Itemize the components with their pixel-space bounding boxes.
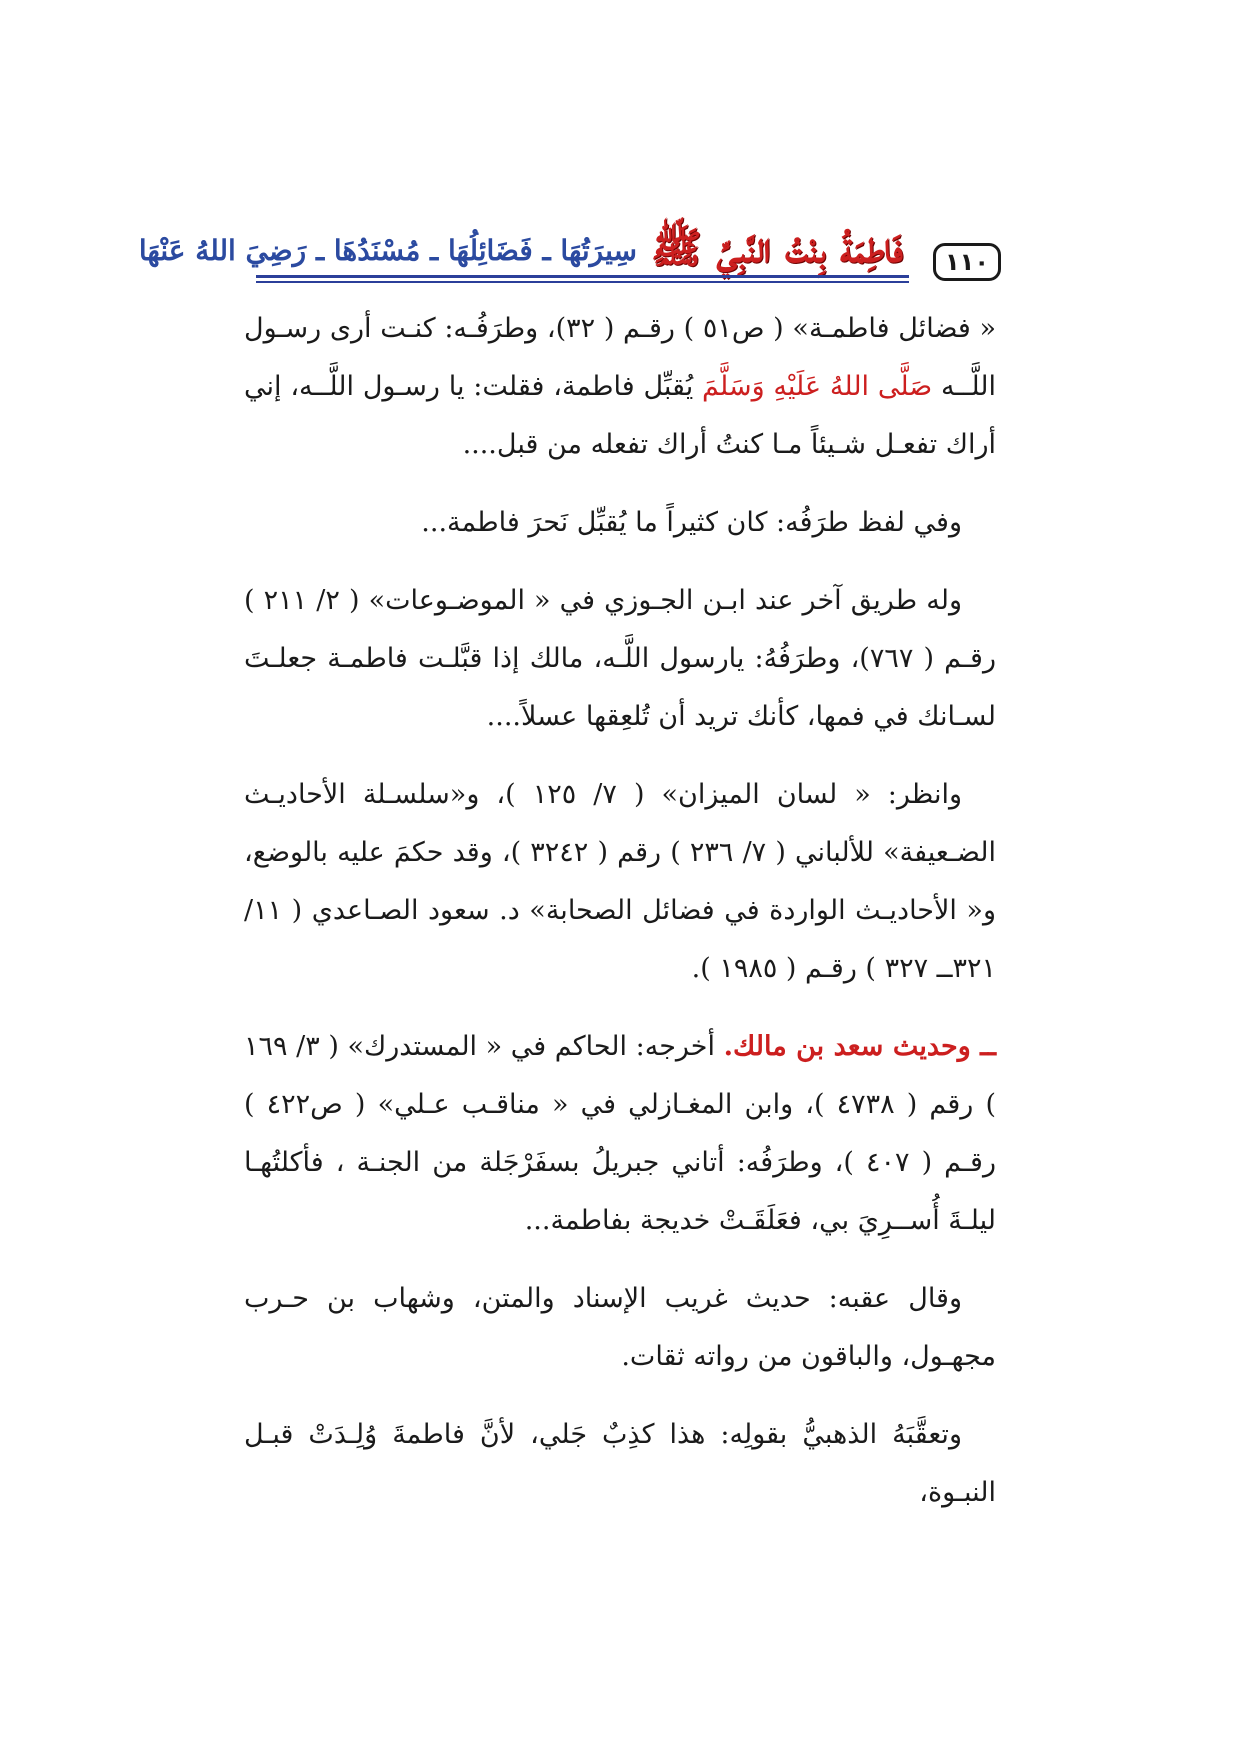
page-body <box>244 300 996 1542</box>
page-header <box>138 203 1001 285</box>
paragraph-5 <box>244 1018 996 1250</box>
hadith-heading: ــ وحديث سعد بن مالك. <box>723 1031 997 1062</box>
book-title: فَاطِمَةُ بِنْتُ النَّبِيِّ ﷺ <box>651 223 903 272</box>
paragraph-3: وله طريق آخر عند ابـن الجـوزي في « الموضـوعات» ( ٢/ ٢١١ ) رقـم ( ٧٦٧)، وطرَفُهُ: يارسول اللَّـه، مالك إذا قبَّلـت فاطمـة جعلـتَ لسـانك في فمها، كأنك تريد أن تُلعِقها عسلاً.... <box>244 585 997 732</box>
header-rule-thin <box>256 281 909 283</box>
paragraph-1 <box>244 300 996 474</box>
paragraph-6: وقال عقبه: حديث غريب الإسناد والمتن، وشهاب بن حـرب مجهـول، والباقون من رواته ثقات. <box>244 1283 996 1372</box>
paragraph-1-text-b: يُقبِّل فاطمة، فقلت: يا رسـول اللَّــه، إني أراك تفعـل شـيئاً مـا كنتُ أراك تفعله من قبل.... <box>244 371 996 460</box>
running-title <box>138 207 903 272</box>
paragraph-1-text-a: « فضائل فاطمـة» ( ص٥١ ) رقـم ( ٣٢)، وطرَفُـه: كنـت أرى رسـول اللَّــه <box>244 313 997 402</box>
honorific-phrase: صَلَّى اللهُ عَلَيْهِ وَسَلَّمَ <box>702 371 933 402</box>
page-number: ١١٠ <box>933 243 1001 281</box>
paragraph-2: وفي لفظ طرَفُه: كان كثيراً ما يُقبِّل نَحرَ فاطمة... <box>421 507 962 538</box>
header-rule-thick <box>256 275 909 278</box>
paragraph-5-text: أخرجه: الحاكم في « المستدرك» ( ٣/ ١٦٩ ) رقم ( ٤٧٣٨ )، وابن المغـازلي في « مناقـب عـلي» ( ص٤٢٢ ) رقـم ( ٤٠٧ )، وطرَفُه: أتاني جبريلُ بسفَرْجَلة من الجنـة ، فأكلتُهـا ليلـةَ أُســرِيَ بي، فعَلَقَـتْ خديجة بفاطمة... <box>244 1031 996 1236</box>
paragraph-7: وتعقَّبَهُ الذهبيُّ بقولِه: هذا كذِبٌ جَلي، لأنَّ فاطمةَ وُلِـدَتْ قبـل النبـوة، <box>244 1419 996 1508</box>
book-subtitle: سِيرَتُهَا ـ فَضَائِلُهَا ـ مُسْنَدُهَا ـ رَضِيَ اللهُ عَنْهَا <box>138 233 637 267</box>
paragraph-4: وانظر: « لسان الميزان» ( ٧/ ١٢٥ )، و«سلسـلة الأحاديـث الضـعيفة» للألباني ( ٧/ ٢٣٦ ) رقم ( ٣٢٤٢ )، وقد حكمَ عليه بالوضع، و« الأحاديـث الواردة في فضائل الصحابة» د. سعود الصـاعدي ( ١١/ ٣٢١ــ ٣٢٧ ) رقـم ( ١٩٨٥ ). <box>244 779 997 984</box>
